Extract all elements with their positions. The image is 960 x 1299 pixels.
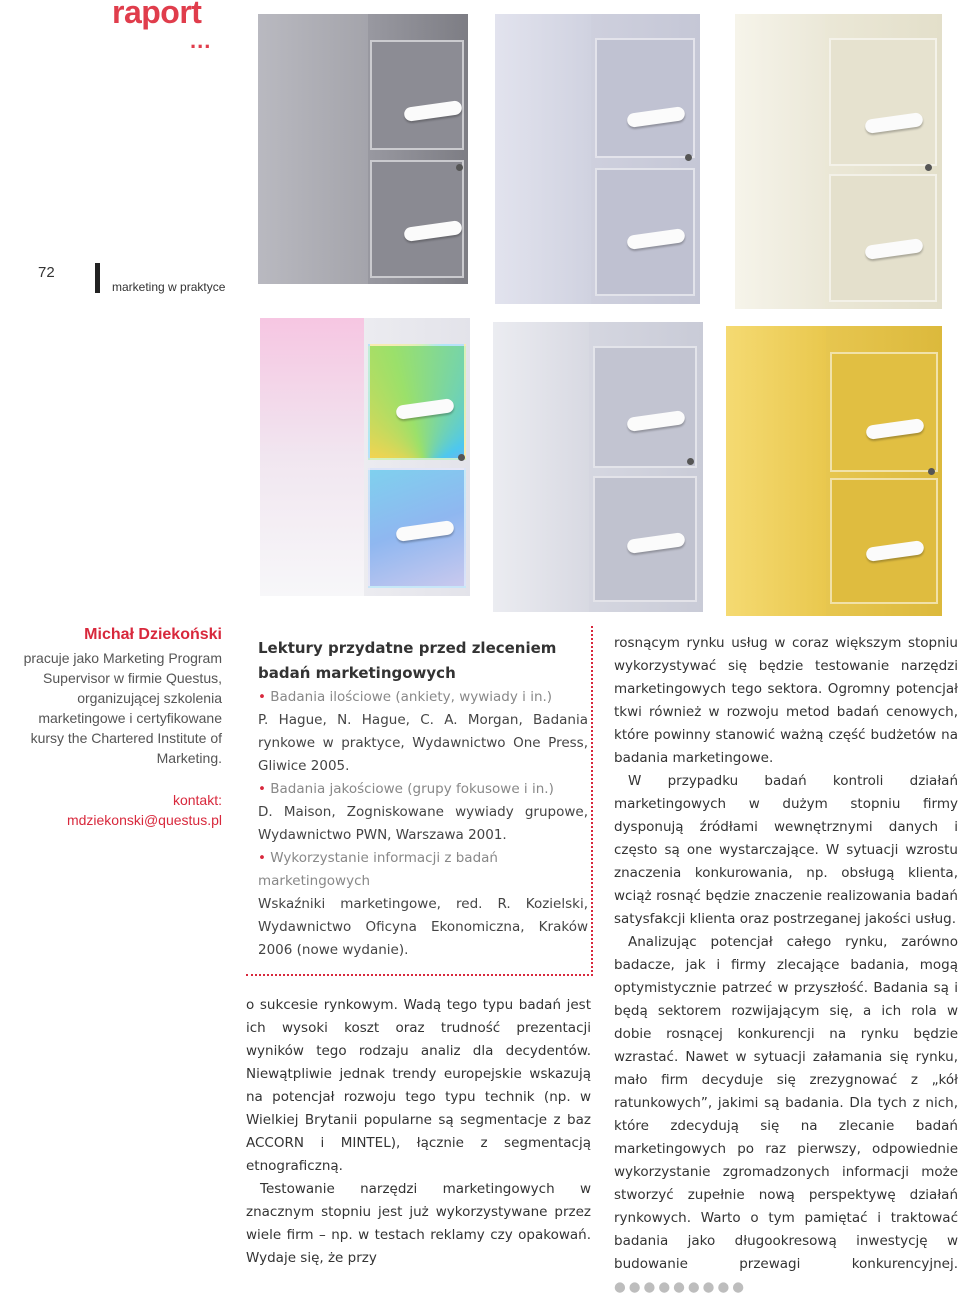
author-name: Michał Dziekoński (84, 626, 222, 643)
reading-box-title: Lektury przydatne przed zleceniem badań marketingowych (258, 639, 557, 682)
cabinet-grey (258, 14, 468, 284)
reading-reference: Wskaźniki marketingowe, red. R. Kozielski, Wydawnictwo Oficyna Ekonomiczna, Kraków 2006 (nowe wydanie). (258, 896, 588, 958)
contact-label: kontakt: (172, 792, 222, 808)
cabinet-lilac (495, 14, 700, 304)
lock-icon (687, 458, 694, 465)
section-brand: raport (112, 0, 202, 30)
lock-icon (456, 164, 463, 171)
cabinet-yellow (726, 326, 942, 616)
cabinet-pale-blue (493, 322, 703, 612)
article-paragraph: Testowanie narzędzi marketingowych w znacznym stopniu jest już wykorzystywane przez wiele firm – np. w testach reklamy czy opakowań. Wydaje się, że przy (246, 1181, 591, 1266)
article-paragraph: W przypadku badań kontroli działań marketingowych w dużym stopniu firmy dysponują źródłami wewnętrznymi danych i często są one wystarczające. W sytuacji wzrostu znaczenia konkurowania, np. obsługą klienta, wciąż rosnąć będzie znaczenie realizowania badań satysfakcji klienta oraz postrzeganej jakości usług. (614, 773, 958, 927)
end-of-article-mark: ●●●●●●●●● (614, 1279, 748, 1295)
reading-reference: P. Hague, N. Hague, C. A. Morgan, Badania rynkowe w praktyce, Wydawnictwo One Press, Gliwice 2005. (258, 712, 588, 774)
article-column-right (614, 632, 958, 1299)
reading-reference: D. Maison, Zogniskowane wywiady grupowe, Wydawnictwo PWN, Warszawa 2001. (258, 804, 588, 843)
cabinet-rainbow (260, 318, 470, 596)
brand-dots: ... (190, 28, 212, 53)
reading-category: • Badania ilościowe (ankiety, wywiady i in.) (258, 686, 588, 709)
article-paragraph: o sukcesie rynkowym. Wadą tego typu badań jest ich wysoki koszt oraz trudność prezentacji wyników tego rodzaju analiz dla decydentów. Niewątpliwie jednak trendy europejskie wskazują na potencjał rozwoju tego typu technik (np. w Wielkiej Brytanii popularne są segmentacje z baz ACCORN i MINTEL), łącznie z segmentacją etnograficzną. (246, 997, 591, 1174)
lock-icon (685, 154, 692, 161)
article-paragraph-last (614, 931, 958, 1299)
article-column-middle (246, 994, 591, 1270)
page-number: 72 (38, 264, 55, 281)
cabinet-cream (735, 14, 942, 309)
reading-category: • Wykorzystanie informacji z badań marketingowych (258, 847, 588, 893)
article-paragraph-text: Analizując potencjał całego rynku, zarówno badacze, jak i firmy zlecające badania, mogą optymistycznie patrzeć w przyszłość. Badania są i będą sektorem rozwijającym się, a ich rola w dobie rosnącej konkurencji na rynku będzie wzrastać. Nawet w sytuacji załamania się rynku, mało firm decyduje się zrezygnować z „kół ratunkowych”, jakimi są badania. Dla tych z nich, które zdecydują się na zlecanie badań marketingowych po raz pierwszy, odpowiednie wykorzystanie zgromadzonych informacji może stworzyć zupełnie nową perspektywę działań rynkowych. Warto o tym pamiętać i traktować badania jako długookresową inwestycję w budowanie przewagi konkurencyjnej. (614, 934, 958, 1272)
contact-email-link[interactable]: mdziekonski@questus.pl (66, 812, 222, 828)
reading-category: • Badania jakościowe (grupy fokusowe i in.) (258, 778, 588, 801)
lock-icon (928, 468, 935, 475)
reading-list-box (258, 636, 588, 962)
article-paragraph: rosnącym rynku usług w coraz większym stopniu wykorzystywać się będzie testowanie narzędzi marketingowych tego sektora. Ogromny potencjał tkwi również w rozwoju metod badań cenowych, które powinny stanowić ważną część budżetów na badania marketingowe. (614, 635, 958, 766)
section-name: marketing w praktyce (112, 280, 226, 294)
lock-icon (925, 164, 932, 171)
lock-icon (458, 454, 465, 461)
header-separator (95, 263, 100, 293)
author-bio: pracuje jako Marketing Program Supervisor w firmie Questus, organizującej szkolenia marketingowe i certyfikowane kursy the Chartered Institute of Marketing. (23, 650, 222, 766)
